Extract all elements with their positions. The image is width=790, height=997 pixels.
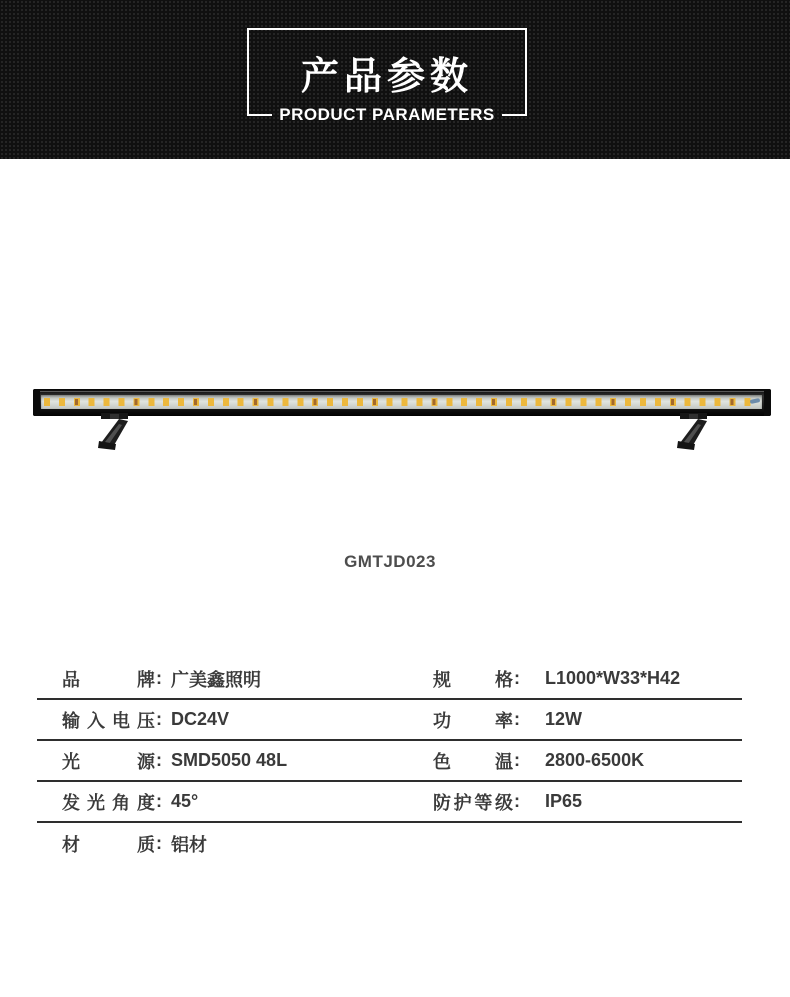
- header-banner: [0, 0, 790, 159]
- spec-label: 光源: [62, 751, 155, 772]
- resistor-marks: [51, 399, 752, 405]
- colon: :: [156, 668, 162, 688]
- mounting-bracket-left: [94, 413, 134, 451]
- led-strip: [41, 395, 762, 409]
- title-frame: [247, 28, 527, 124]
- mounting-bracket-right: [673, 413, 713, 451]
- subtitle-row: [247, 105, 527, 125]
- colon: :: [514, 668, 520, 688]
- subtitle-left-rule: [247, 114, 272, 116]
- spec-value: IP65: [545, 791, 583, 811]
- colon: :: [156, 750, 162, 770]
- colon: :: [514, 791, 520, 811]
- spec-label: 发光角度: [62, 792, 155, 813]
- spec-label: 防护等级: [433, 792, 513, 813]
- bar-highlight: [35, 391, 769, 392]
- spec-value: L1000*W33*H42: [545, 668, 681, 688]
- colon: :: [156, 709, 162, 729]
- spec-table: [37, 659, 742, 864]
- end-cap-right: [764, 389, 771, 416]
- spec-row-5: [37, 823, 742, 864]
- spec-value: SMD5050 48L: [171, 750, 288, 770]
- spec-row-4: [37, 782, 742, 823]
- spec-label: 功率: [433, 710, 513, 731]
- spec-value: 12W: [545, 709, 583, 729]
- product-image-led-bar: [33, 389, 771, 416]
- spec-cell-ip-rating: [410, 789, 742, 815]
- spec-cell-input-voltage: [37, 707, 410, 733]
- spec-cell-material: [37, 831, 410, 857]
- spec-value: 铝材: [171, 834, 207, 855]
- spec-cell-brand: [37, 666, 410, 692]
- page-subtitle: PRODUCT PARAMETERS: [279, 105, 495, 124]
- spec-row-2: [37, 700, 742, 741]
- spec-value: 45°: [171, 791, 199, 811]
- colon: :: [156, 833, 162, 853]
- spec-value: 广美鑫照明: [171, 669, 261, 690]
- spec-label: 规格: [433, 669, 513, 690]
- subtitle-right-rule: [502, 114, 527, 116]
- colon: :: [156, 791, 162, 811]
- spec-label: 品牌: [62, 669, 155, 690]
- spec-cell-color-temp: [410, 748, 742, 774]
- spec-cell-light-source: [37, 748, 410, 774]
- spec-row-1: [37, 659, 742, 700]
- spec-cell-power: [410, 707, 742, 733]
- spec-cell-beam-angle: [37, 789, 410, 815]
- model-number: GMTJD023: [344, 552, 436, 571]
- spec-label: 材质: [62, 834, 155, 855]
- end-cap-left: [33, 389, 40, 416]
- colon: :: [514, 750, 520, 770]
- colon: :: [514, 709, 520, 729]
- spec-label: 色温: [433, 751, 513, 772]
- spec-value: 2800-6500K: [545, 750, 645, 770]
- spec-row-3: [37, 741, 742, 782]
- spec-value: DC24V: [171, 709, 230, 729]
- page-title: 产品参数: [300, 56, 473, 98]
- spec-label: 输入电压: [62, 710, 155, 731]
- spec-cell-size: [410, 666, 742, 692]
